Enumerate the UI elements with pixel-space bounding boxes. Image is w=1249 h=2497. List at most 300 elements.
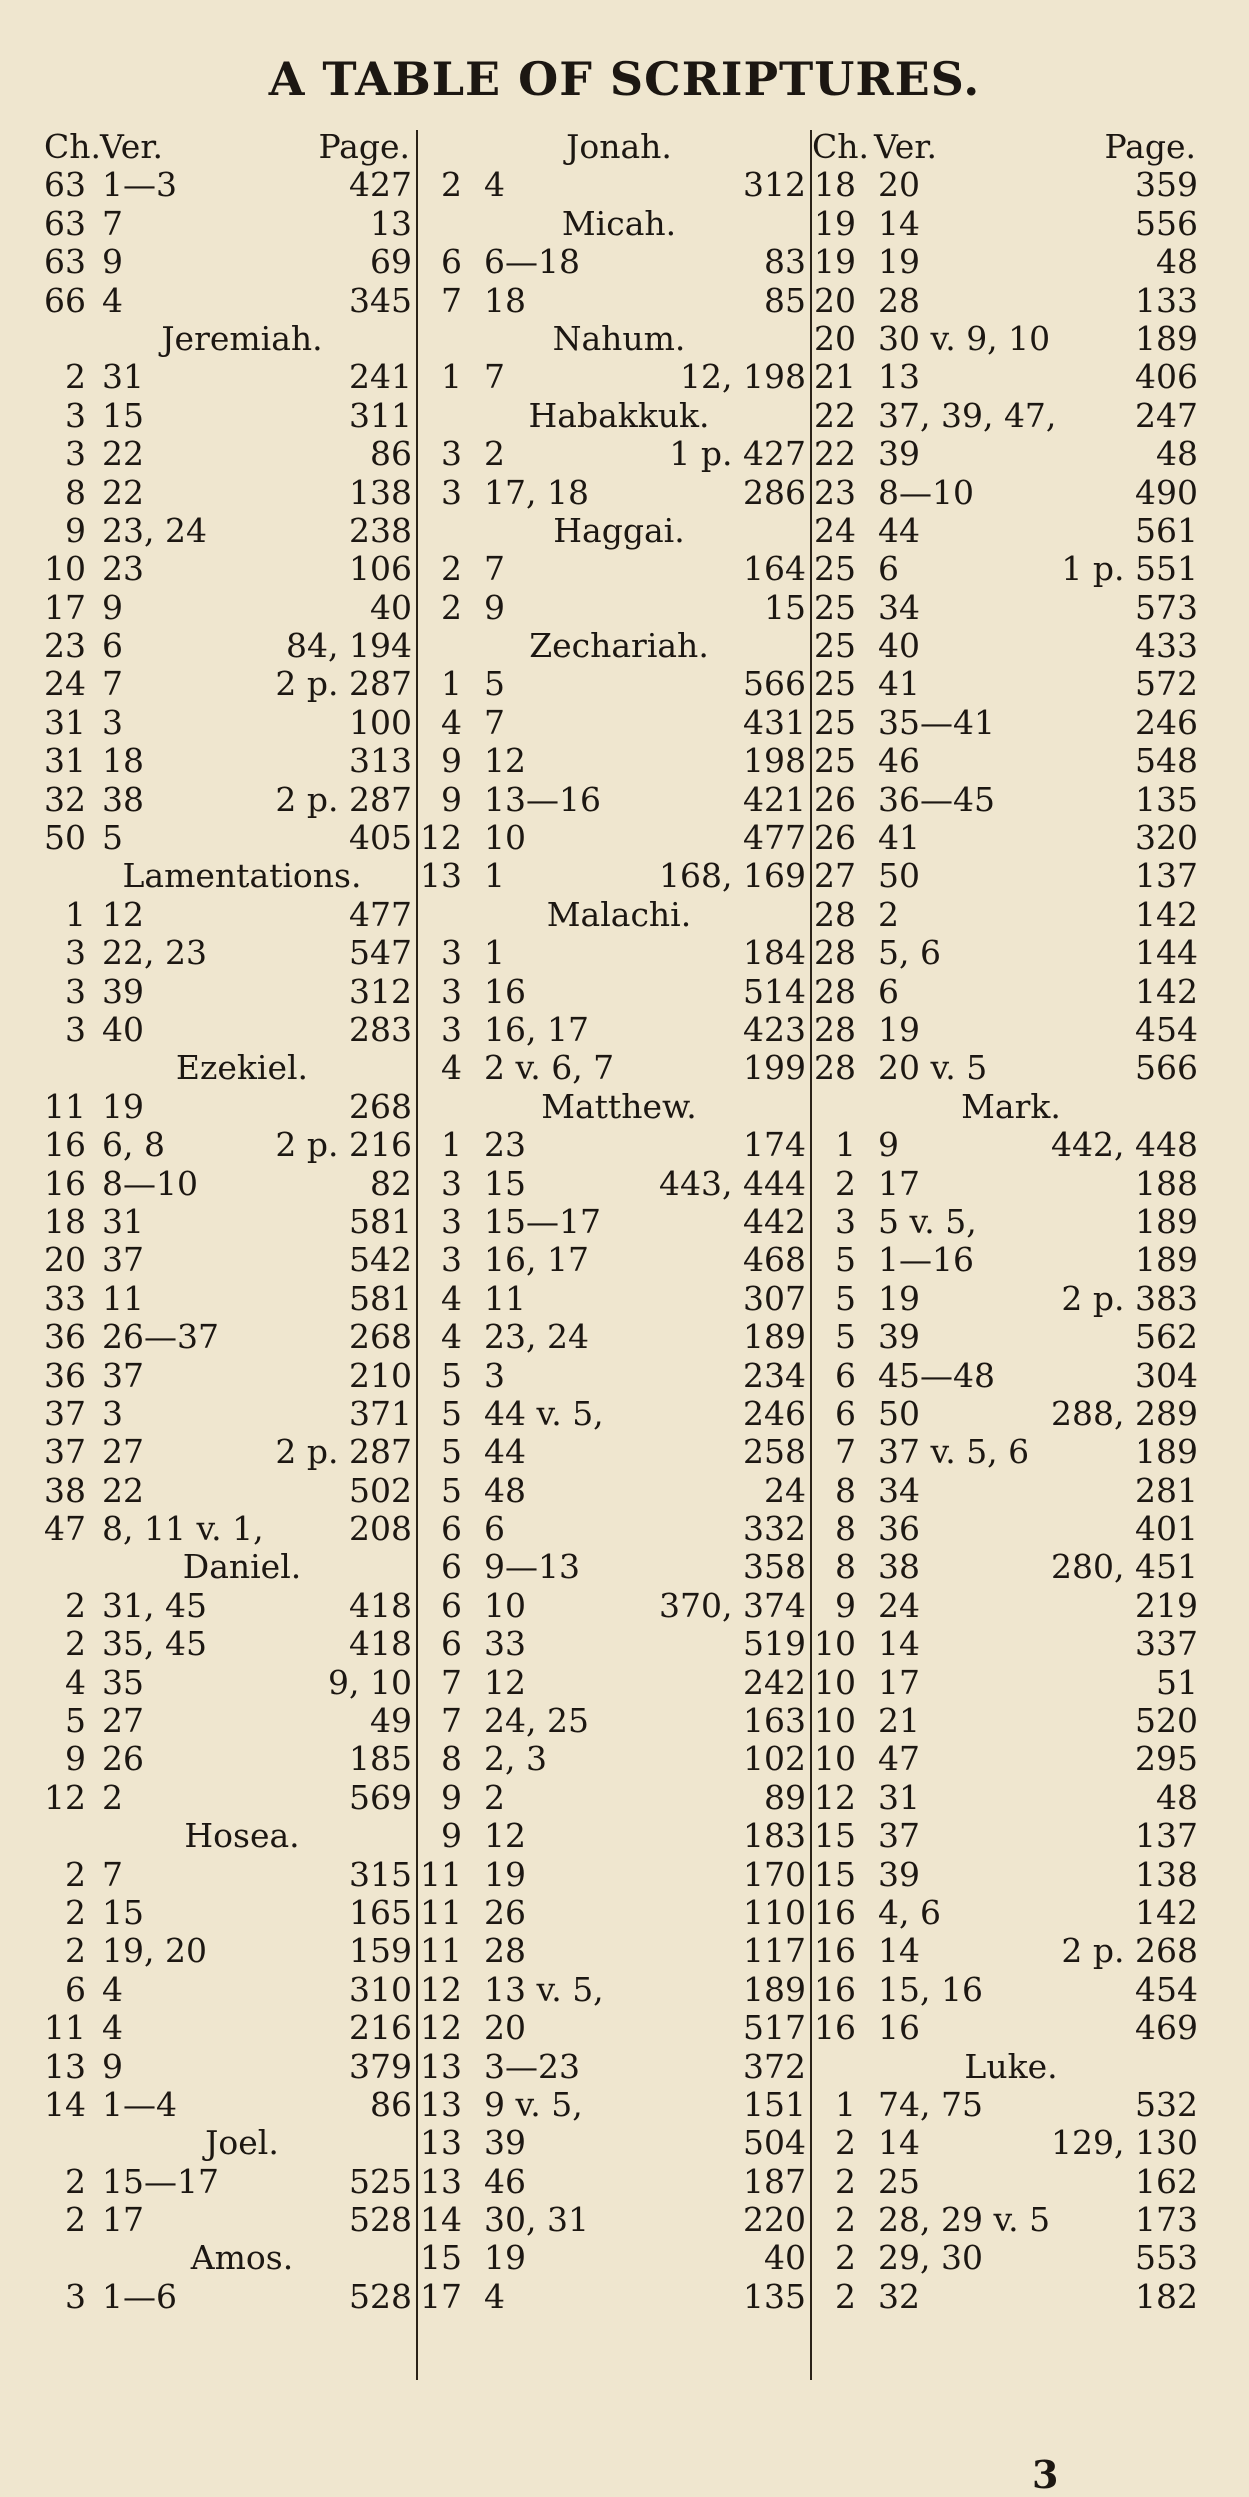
chapter-cell: 7 [441,1662,462,1702]
chapter-cell: 2 [65,1931,86,1971]
table-row [418,2048,810,2086]
verse-cell: 31 [878,1777,920,1817]
page-cell: 48 [1156,242,1198,282]
table-row [44,627,416,665]
page-cell: 135 [743,2276,806,2316]
verse-cell: 35, 45 [102,1624,207,1664]
chapter-cell: 14 [420,2200,462,2240]
book-heading: Nahum. [552,318,686,358]
chapter-cell: 12 [420,818,462,858]
chapter-cell: 13 [420,856,462,896]
table-row [44,1011,416,1049]
table-row [812,320,1202,358]
verse-cell: 19 [878,1009,920,1049]
page-cell: 86 [370,434,412,474]
verse-cell: 48 [484,1470,526,1510]
table-row [44,1088,416,1126]
chapter-cell: 4 [441,1048,462,1088]
page-cell: 110 [743,1892,806,1932]
table-row [44,2048,416,2086]
table-row [418,1395,810,1433]
chapter-cell: 17 [44,587,86,627]
chapter-cell: 28 [814,894,856,934]
verse-cell: 39 [484,2123,526,2163]
table-row [812,819,1202,857]
page-cell: 242 [743,1662,806,1702]
table-row [418,1510,810,1548]
table-row [418,857,810,895]
book-heading-row [418,1088,810,1126]
verse-cell: 19 [878,242,920,282]
page-cell: 443, 444 [659,1163,806,1203]
table-row [812,1817,1202,1855]
verse-cell: 16 [484,971,526,1011]
page-cell: 320 [1135,818,1198,858]
verse-cell: 2 [484,434,505,474]
page-cell: 268 [349,1086,412,1126]
table-row [44,1702,416,1740]
page-cell: 142 [1135,894,1198,934]
page-cell: 137 [1135,1816,1198,1856]
chapter-cell: 12 [420,2008,462,2048]
table-row [44,1357,416,1395]
chapter-cell: 3 [441,971,462,1011]
verse-cell: 6 [878,971,899,1011]
page-cell: 165 [349,1892,412,1932]
column-header-row [812,128,1202,166]
page-cell: 183 [743,1816,806,1856]
chapter-cell: 13 [420,2046,462,2086]
chapter-cell: 4 [65,1662,86,1702]
page-cell: 84, 194 [286,626,412,666]
page-cell: 295 [1135,1739,1198,1779]
page-cell: 234 [743,1355,806,1395]
chapter-cell: 10 [814,1701,856,1741]
table-row [418,2124,810,2162]
table-row [418,1817,810,1855]
verse-cell: 15 [484,1163,526,1203]
verse-cell: 1—6 [102,2276,177,2316]
table-row [44,819,416,857]
chapter-cell: 26 [814,818,856,858]
page-cell: 405 [349,818,412,858]
chapter-cell: 20 [814,318,856,358]
page-cell: 258 [743,1432,806,1472]
table-row [418,665,810,703]
chapter-cell: 6 [441,1547,462,1587]
chapter-cell: 5 [835,1278,856,1318]
verse-cell: 45—48 [878,1355,995,1395]
chapter-cell: 4 [441,1278,462,1318]
verse-cell: 37, 39, 47, [878,395,1057,435]
chapter-cell: Ch. [44,127,101,166]
table-row [812,1779,1202,1817]
page-cell: 106 [349,549,412,589]
verse-cell: 3 [484,1355,505,1395]
verse-cell: 6 [484,1509,505,1549]
page-cell: 553 [1135,2238,1198,2278]
page-cell: 83 [764,242,806,282]
chapter-cell: 10 [44,549,86,589]
verse-cell: 20 v. 5 [878,1048,988,1088]
verse-cell: 4 [102,1969,123,2009]
chapter-cell: 6 [441,1509,462,1549]
table-row [812,665,1202,703]
page-cell: 562 [1135,1317,1198,1357]
page-cell: 135 [1135,779,1198,819]
table-row [44,1625,416,1663]
verse-cell: Ver. [100,127,163,166]
verse-cell: 23, 24 [102,510,207,550]
verse-cell: 39 [102,971,144,1011]
verse-cell: Ver. [874,127,937,166]
verse-cell: 26—37 [102,1317,219,1357]
page-cell: 421 [743,779,806,819]
page-cell: 418 [349,1624,412,1664]
chapter-cell: 7 [441,1701,462,1741]
page-cell: 170 [743,1854,806,1894]
verse-cell: 8—10 [878,472,974,512]
page-cell: 142 [1135,971,1198,1011]
table-row [418,781,810,819]
verse-cell: 19 [878,1278,920,1318]
page-number: 3 [1032,2452,1059,2497]
chapter-cell: 2 [835,2200,856,2240]
table-row [44,589,416,627]
page-cell: 159 [349,1931,412,1971]
verse-cell: 1 [484,933,505,973]
book-heading-row [418,320,810,358]
verse-cell: 29, 30 [878,2238,983,2278]
table-row [812,2239,1202,2277]
verse-cell: 6—18 [484,242,580,282]
chapter-cell: 3 [65,1009,86,1049]
chapter-cell: 25 [814,549,856,589]
chapter-cell: 20 [44,1240,86,1280]
page-cell: 144 [1135,933,1198,973]
chapter-cell: 16 [44,1125,86,1165]
table-row [812,896,1202,934]
chapter-cell: 8 [835,1470,856,1510]
verse-cell: 14 [878,1931,920,1971]
page-cell: 442, 448 [1051,1125,1198,1165]
verse-cell: 17, 18 [484,472,589,512]
table-row [812,1049,1202,1087]
chapter-cell: 13 [420,2161,462,2201]
verse-cell: 13 v. 5, [484,1969,604,2009]
chapter-cell: 14 [44,2084,86,2124]
chapter-cell: 36 [44,1317,86,1357]
page-cell: 238 [349,510,412,550]
verse-cell: 31 [102,1201,144,1241]
table-row [44,243,416,281]
page-cell: 189 [743,1969,806,2009]
verse-cell: 3 [102,1393,123,1433]
page-cell: 548 [1135,741,1198,781]
page-cell: 345 [349,280,412,320]
table-row [812,1280,1202,1318]
page-cell: 49 [370,1701,412,1741]
page-cell: 2 p. 268 [1061,1931,1198,1971]
table-row [812,1702,1202,1740]
table-row [44,1740,416,1778]
chapter-cell: 1 [441,664,462,704]
chapter-cell: 63 [44,165,86,205]
verse-cell: 2 [102,1777,123,1817]
page-cell: 477 [743,818,806,858]
chapter-cell: 21 [814,357,856,397]
book-heading: Daniel. [182,1547,302,1587]
verse-cell: 12 [484,741,526,781]
table-row [418,2163,810,2201]
book-heading: Ezekiel. [175,1048,309,1088]
chapter-cell: 33 [44,1278,86,1318]
page-cell: 556 [1135,203,1198,243]
book-heading: Hosea. [184,1816,300,1856]
page-cell: 528 [349,2200,412,2240]
page-cell: 199 [743,1048,806,1088]
page-cell: Page. [318,127,410,166]
verse-cell: 15 [102,1892,144,1932]
chapter-cell: 6 [441,242,462,282]
table-row [418,1932,810,1970]
page-cell: 82 [370,1163,412,1203]
table-row [418,1165,810,1203]
chapter-cell: 12 [420,1969,462,2009]
page-cell: 406 [1135,357,1198,397]
verse-cell: 17 [878,1662,920,1702]
page-cell: 454 [1135,1009,1198,1049]
verse-cell: 16 [878,2008,920,2048]
verse-cell: 13 [878,357,920,397]
page-cell: 208 [349,1509,412,1549]
table-row [418,1587,810,1625]
verse-cell: 39 [878,1854,920,1894]
verse-cell: 32 [878,2276,920,2316]
page-cell: 220 [743,2200,806,2240]
verse-cell: 39 [878,1317,920,1357]
verse-cell: 16, 17 [484,1009,589,1049]
chapter-cell: 32 [44,779,86,819]
verse-cell: 34 [878,587,920,627]
page-cell: 198 [743,741,806,781]
page-cell: 304 [1135,1355,1198,1395]
book-heading-row [44,1817,416,1855]
table-row [44,2278,416,2316]
verse-cell: 16, 17 [484,1240,589,1280]
table-row [418,2278,810,2316]
chapter-cell: 23 [44,626,86,666]
verse-cell: 37 v. 5, 6 [878,1432,1030,1472]
book-heading-row [44,2239,416,2277]
table-row [44,2009,416,2047]
verse-cell: 30, 31 [484,2200,589,2240]
verse-cell: 20 [484,2008,526,2048]
chapter-cell: 25 [814,664,856,704]
page-cell: 184 [743,933,806,973]
page-cell: 48 [1156,434,1198,474]
page-cell: 307 [743,1278,806,1318]
page-cell: 358 [743,1547,806,1587]
verse-cell: 24, 25 [484,1701,589,1741]
table-row [44,1280,416,1318]
chapter-cell: 11 [44,2008,86,2048]
table-row [44,1126,416,1164]
page-cell: 210 [349,1355,412,1395]
page-cell: 423 [743,1009,806,1049]
page-cell: 85 [764,280,806,320]
page-cell: 525 [349,2161,412,2201]
verse-cell: 15—17 [102,2161,219,2201]
table-row [44,973,416,1011]
chapter-cell: 22 [814,434,856,474]
table-row [418,2009,810,2047]
table-row [812,1664,1202,1702]
book-heading-row [418,128,810,166]
chapter-cell: 11 [420,1854,462,1894]
chapter-cell: 6 [835,1393,856,1433]
page-cell: 315 [349,1854,412,1894]
chapter-cell: 19 [814,203,856,243]
table-row [44,1433,416,1471]
book-heading: Jeremiah. [161,318,323,358]
chapter-cell: 50 [44,818,86,858]
table-row [418,2239,810,2277]
page-cell: 48 [1156,1777,1198,1817]
verse-cell: 19 [484,1854,526,1894]
page-cell: 9, 10 [328,1662,412,1702]
chapter-cell: 11 [420,1892,462,1932]
book-heading: Habakkuk. [528,395,710,435]
chapter-cell: 17 [420,2276,462,2316]
verse-cell: 6 [102,626,123,666]
page-cell: 310 [349,1969,412,2009]
page-cell: Page. [1104,127,1196,166]
verse-cell: 10 [484,818,526,858]
table-row [812,1548,1202,1586]
table-row [44,2163,416,2201]
verse-cell: 1—3 [102,165,177,205]
page-cell: 241 [349,357,412,397]
table-row [812,1971,1202,2009]
table-row [418,1203,810,1241]
verse-cell: 22 [102,472,144,512]
chapter-cell: 2 [65,1624,86,1664]
table-row [44,704,416,742]
table-row [418,474,810,512]
page-cell: 572 [1135,664,1198,704]
chapter-cell: 3 [441,1163,462,1203]
verse-cell: 2, 3 [484,1739,547,1779]
chapter-cell: 9 [835,1585,856,1625]
chapter-cell: 28 [814,933,856,973]
page-cell: 281 [1135,1470,1198,1510]
chapter-cell: 63 [44,242,86,282]
verse-cell: 41 [878,818,920,858]
chapter-cell: 2 [835,2276,856,2316]
chapter-cell: 25 [814,626,856,666]
chapter-cell: 18 [44,1201,86,1241]
table-row [44,2086,416,2124]
table-row [812,1510,1202,1548]
verse-cell: 8—10 [102,1163,198,1203]
verse-cell: 7 [102,664,123,704]
verse-cell: 37 [102,1355,144,1395]
book-heading: Joel. [205,2123,279,2163]
table-row [812,1318,1202,1356]
page-cell: 182 [1135,2276,1198,2316]
verse-cell: 50 [878,1393,920,1433]
chapter-cell: 8 [835,1547,856,1587]
verse-cell: 2 [878,894,899,934]
chapter-cell: 37 [44,1393,86,1433]
chapter-cell: 12 [814,1777,856,1817]
table-row [812,1165,1202,1203]
page-cell: 2 p. 287 [275,779,412,819]
page-cell: 454 [1135,1969,1198,2009]
table-row [44,1241,416,1279]
book-heading: Luke. [964,2046,1058,2086]
chapter-cell: 7 [441,280,462,320]
chapter-cell: 9 [65,1739,86,1779]
table-row [44,1395,416,1433]
verse-cell: 19, 20 [102,1931,207,1971]
page-cell: 40 [370,587,412,627]
verse-cell: 36 [878,1509,920,1549]
chapter-cell: 7 [835,1432,856,1472]
table-row [812,857,1202,895]
page-cell: 162 [1135,2161,1198,2201]
table-row [44,1318,416,1356]
table-row [44,2201,416,2239]
verse-cell: 6, 8 [102,1125,165,1165]
chapter-cell: 8 [441,1739,462,1779]
chapter-cell: 9 [441,1777,462,1817]
verse-cell: 13—16 [484,779,601,819]
book-heading-row [418,512,810,550]
chapter-cell: 25 [814,741,856,781]
chapter-cell: 31 [44,741,86,781]
book-heading: Lamentations. [122,856,362,896]
page-cell: 337 [1135,1624,1198,1664]
table-row [812,2124,1202,2162]
verse-cell: 47 [878,1739,920,1779]
table-row [418,934,810,972]
table-row [44,934,416,972]
table-row [418,742,810,780]
page-cell: 189 [1135,1201,1198,1241]
chapter-cell: 19 [814,242,856,282]
verse-cell: 27 [102,1701,144,1741]
page-cell: 283 [349,1009,412,1049]
page-cell: 216 [349,2008,412,2048]
page-cell: 129, 130 [1051,2123,1198,2163]
verse-cell: 41 [878,664,920,704]
table-row [418,1357,810,1395]
table-row [812,2086,1202,2124]
table-row [812,934,1202,972]
table-row [812,1625,1202,1663]
page-cell: 188 [1135,1163,1198,1203]
verse-cell: 5, 6 [878,933,941,973]
chapter-cell: 3 [441,1009,462,1049]
verse-cell: 7 [484,702,505,742]
verse-cell: 24 [878,1585,920,1625]
table-row [812,1011,1202,1049]
chapter-cell: 2 [835,1163,856,1203]
table-row [44,665,416,703]
verse-cell: 7 [102,203,123,243]
